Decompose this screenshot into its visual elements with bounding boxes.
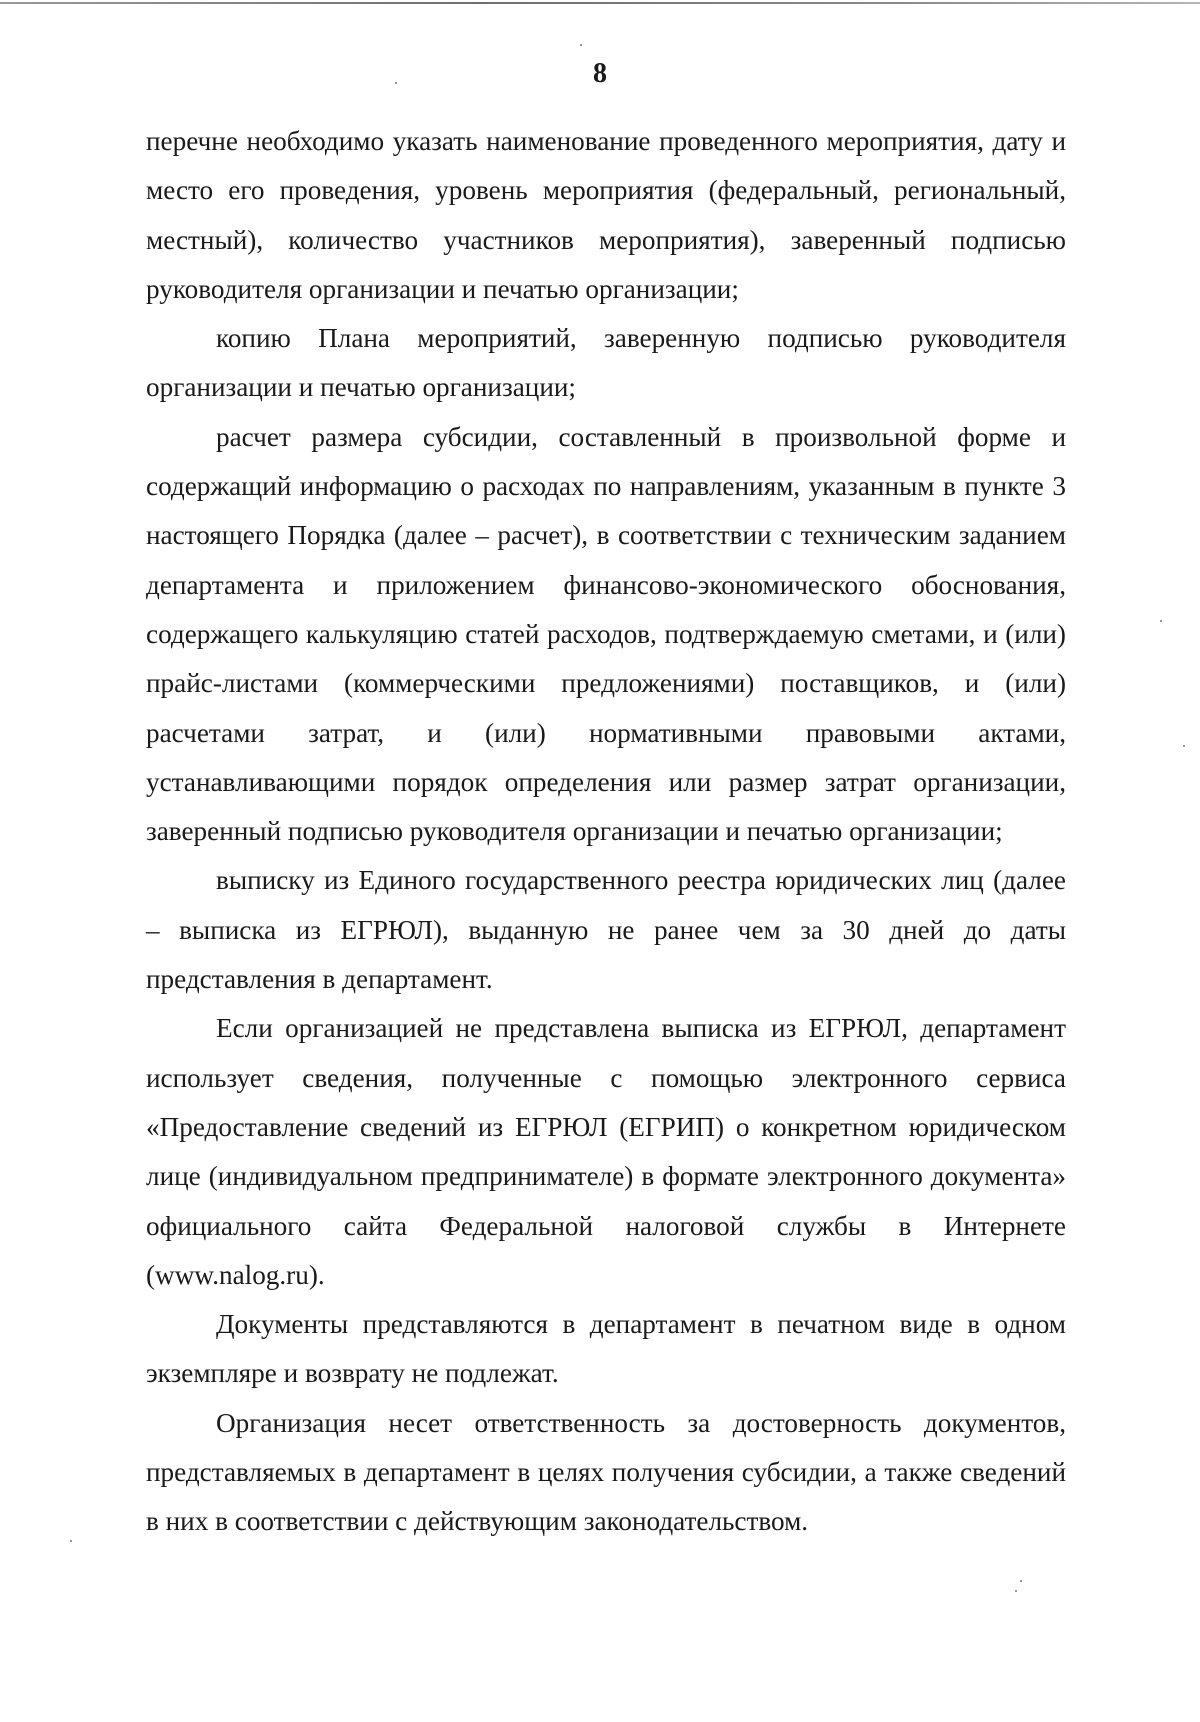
paragraph-plan-copy: копию Плана мероприятий, заверенную подписью руководителя организации и печатью организации; xyxy=(146,323,1066,403)
paragraph-subsidy-calculation: расчет размера субсидии, составленный в произвольной форме и содержащий информацию о расходах по направлениям, указанным в пункте 3 настоящего Порядка (далее – расчет), в соответствии с техническим заданием департамента и приложением финансово-экономического обоснования, содержащего калькуляцию статей расходов, подтверждаемую сметами, и (или) прайс-листами (коммерческими предложениями) поставщиков, и (или) расчетами затрат, и (или) нормативными правовыми актами, устанавливающими порядок определения или размер затрат организации, заверенный подписью руководителя организации и печатью организации; xyxy=(146,421,1066,847)
scan-speck xyxy=(580,44,582,46)
paragraph-egrul-extract: выписку из Единого государственного реестра юридических лиц (далее – выписка из ЕГРЮЛ), выданную не ранее чем за 30 дней до даты представления в департамент. xyxy=(146,865,1066,995)
page-number: 8 xyxy=(593,58,607,89)
scan-speck xyxy=(1160,620,1162,622)
paragraph-continuation: перечне необходимо указать наименование проведенного мероприятия, дату и место его проведения, уровень мероприятия (федеральный, региональный, местный), количество участников мероприятия), заверенный подписью руководителя организации и печатью организации; xyxy=(146,126,1066,304)
paragraph-egrul-missing: Если организацией не представлена выписка из ЕГРЮЛ, департамент использует сведения, полученные с помощью электронного сервиса «Предоставление сведений из ЕГРЮЛ (ЕГРИП) о конкретном юридическом лице (индивидуальном предпринимателе) в формате электронного документа» официального сайта Федеральной налоговой службы в Интернете (www.nalog.ru). xyxy=(146,1013,1066,1290)
scan-speck xyxy=(395,82,397,84)
scan-speck xyxy=(1020,1580,1022,1582)
scan-edge-line xyxy=(0,2,1200,4)
scan-speck xyxy=(1183,745,1185,747)
paragraph-print-copies: Документы представляются в департамент в печатном виде в одном экземпляре и возврату не подлежат. xyxy=(146,1309,1066,1389)
paragraph-responsibility: Организация несет ответственность за достоверность документов, представляемых в департамент в целях получения субсидии, а также сведений в них в соответствии с действующим законодательством. xyxy=(146,1407,1066,1537)
scan-speck xyxy=(1015,1590,1017,1592)
scan-speck xyxy=(70,1540,72,1542)
document-body xyxy=(146,117,1066,1547)
